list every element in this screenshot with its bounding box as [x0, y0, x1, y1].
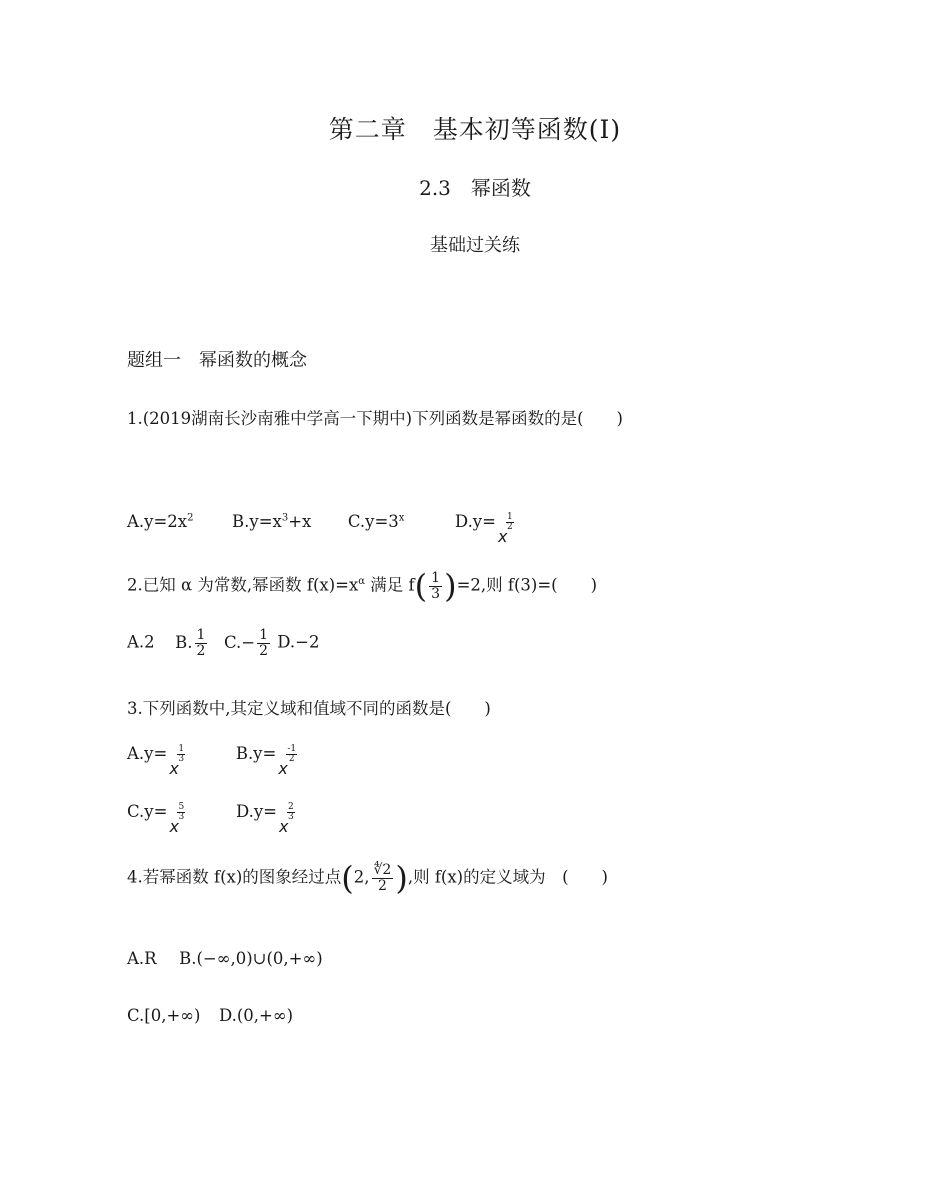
q1-option-c: $C.y=3^x$	[347, 512, 405, 531]
q4-option-a: A.R	[127, 949, 157, 968]
q1-options	[127, 512, 518, 545]
q3-options-row1	[127, 744, 298, 777]
q2-option-d: D.−2	[277, 632, 320, 652]
q3-stem: 3.下列函数中,其定义域和值域不同的函数是( )	[127, 699, 491, 718]
q2-option-a: A.2	[127, 632, 155, 652]
q2-options	[127, 628, 319, 658]
section-title: 2.3 幂函数	[419, 176, 531, 200]
q3-option-d: D.y= x 2 3	[235, 802, 294, 836]
q1-option-a: $A.y=2x^2$	[127, 512, 194, 531]
q3-option-b: B.y= x -1 2	[235, 744, 297, 778]
q1-option-b: $B.y=x^3+x$	[232, 512, 312, 531]
q1-stem: 1.(2019湖南长沙南雅中学高一下期中)下列函数是幂函数的是( )	[127, 409, 623, 428]
q2-option-c: C.− $\frac{1}{2}$	[223, 627, 268, 659]
q4-option-b: B.(−∞,0)∪(0,+∞)	[179, 949, 323, 968]
q4-option-d: D.(0,+∞)	[218, 1006, 294, 1025]
group-title: 题组一 幂函数的概念	[127, 350, 307, 371]
q4-options-row2	[127, 1006, 293, 1025]
fraction: $\frac{1}{3}$	[431, 569, 441, 602]
q3-options-row2	[127, 802, 299, 835]
q3-option-c: C.y= x 5 3	[127, 802, 185, 836]
subheading: 基础过关练	[430, 235, 520, 256]
fraction: $\frac{∜2}{2}$	[373, 861, 392, 894]
q4-stem: 4.若幂函数 f(x)的图象经过点(2, $\frac{∜2}{2}$ ),则 f(x)的定义域为 ( )	[127, 859, 608, 897]
q2-option-b: B. $\frac{1}{2}$	[175, 627, 206, 659]
q2-stem: 2.已知 α 为常数,幂函数 $f(x)=x^\alpha$ 满足 f( $\frac{1}{3}$ )=2,则 f(3)=( )	[127, 567, 598, 605]
chapter-title: 第二章 基本初等函数(Ⅰ)	[328, 115, 622, 144]
q4-options-row1	[127, 949, 323, 968]
power-expression: x 1 2	[497, 512, 513, 546]
q4-option-c: C.[0,+∞)	[127, 1006, 201, 1025]
q3-option-a: A.y= x 1 3	[127, 744, 185, 778]
q1-option-d: D.y= x 1 2	[455, 512, 518, 531]
